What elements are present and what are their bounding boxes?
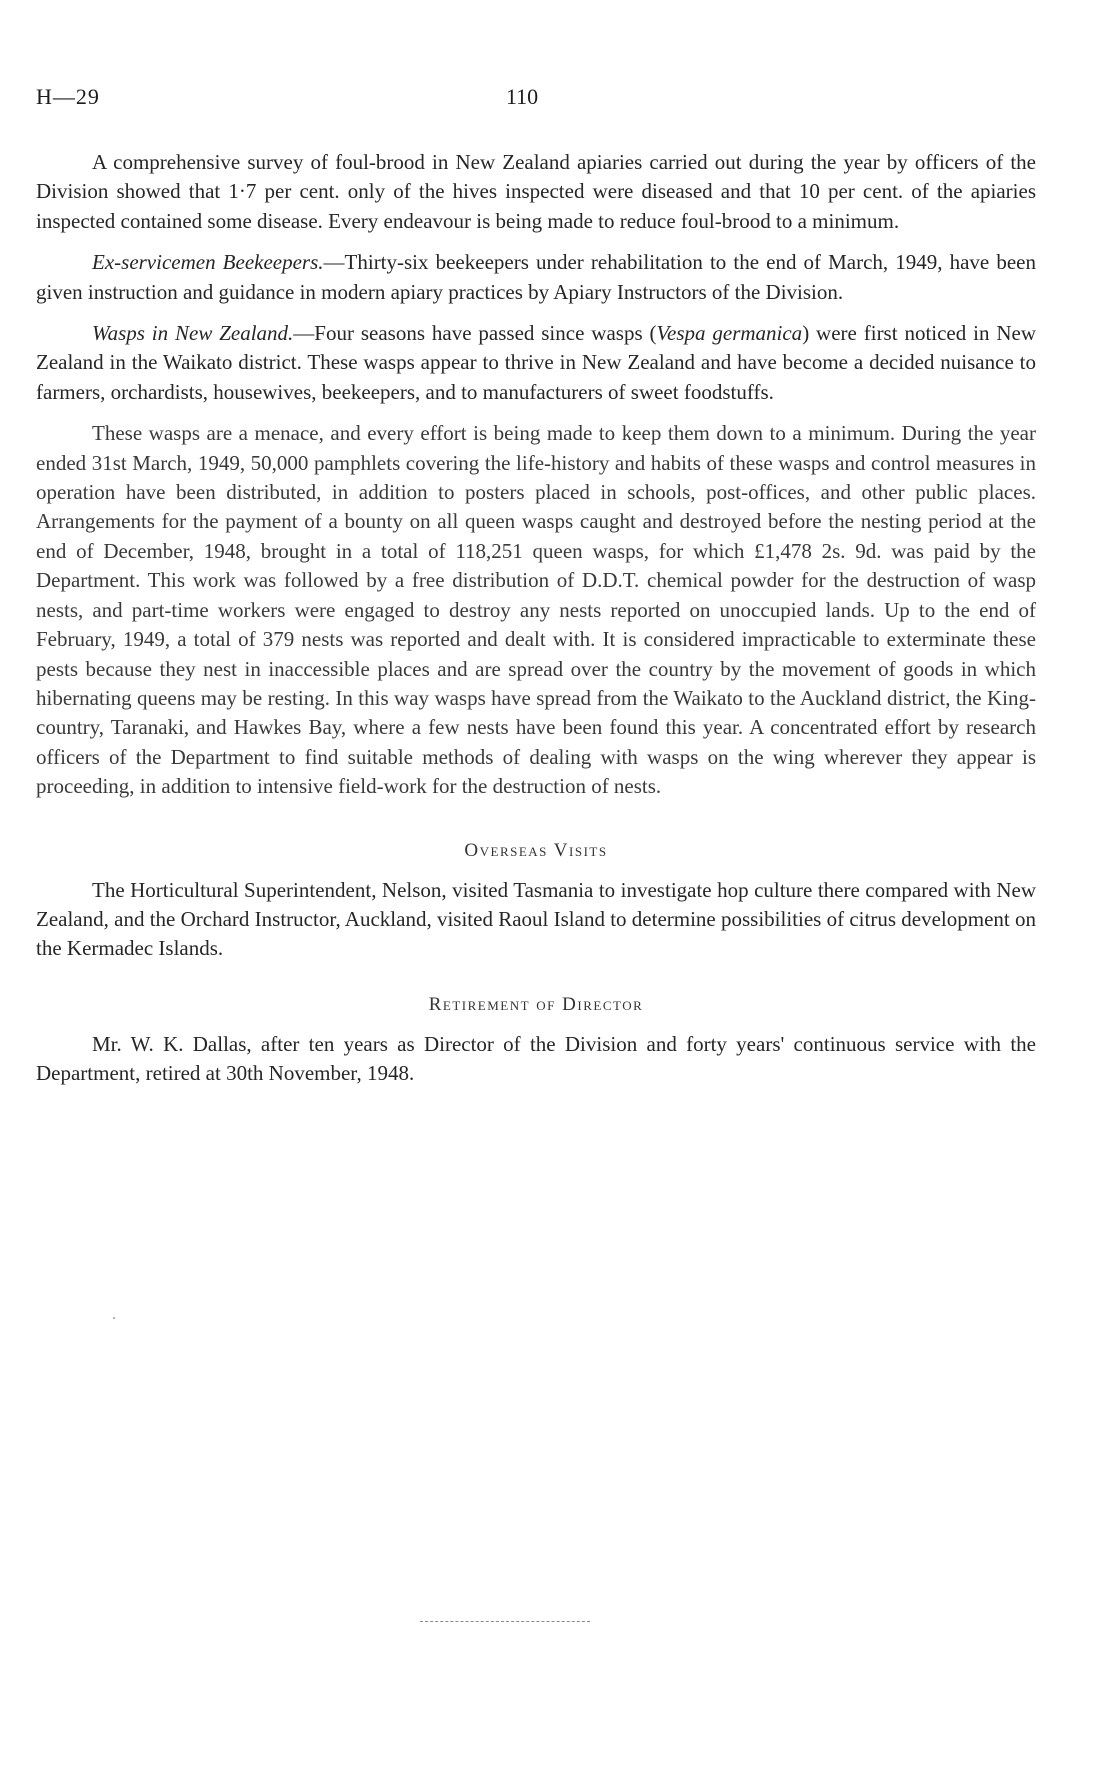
paragraph-overseas-visits: The Horticultural Superintendent, Nelson, visited Tasmania to investigate hop culture there compared with New Zealand, and the Orchard Instructor, Auckland, visited Raoul Island to determine possibilities of citrus development on the Kermadec Islands. [36, 877, 1036, 961]
paragraph-exservicemen-text: —Thirty-six beekeepers under rehabilitation to the end of March, 1949, have been given instruction and guidance in modern apiary practices by Apiary Instructors of the Division. [36, 250, 1036, 304]
species-name: Vespa germanica [656, 321, 803, 346]
paragraph-exservicemen [36, 248, 1036, 307]
section-heading-overseas-visits: Overseas Visits [464, 839, 608, 861]
page-reference: H—29 [36, 84, 100, 109]
end-rule [420, 1621, 590, 1622]
paragraph-retirement: Mr. W. K. Dallas, after ten years as Director of the Division and forty years' continuous service with the Department, retired at 30th November, 1948. [36, 1031, 1036, 1086]
section-heading-retirement: Retirement of Director [428, 993, 644, 1015]
paragraph-wasps-text-a: —Four seasons have passed since wasps ( [293, 321, 657, 346]
scan-speck [113, 1317, 115, 1319]
paragraph-wasps-text-b: ) were first noticed in New Zealand in the Waikato district. These wasps appear to thrive in New Zealand and have become a decided nuisance to farmers, orchardists, housewives, beekeepers, and to manufacturers of sweet foodstuffs. [36, 321, 1036, 404]
page-number: 110 [506, 84, 539, 109]
body-text [36, 148, 1036, 1101]
page-header [36, 84, 1036, 114]
paragraph-wasps-intro [36, 319, 1036, 407]
paragraph-wasps-menace: These wasps are a menace, and every effort is being made to keep them down to a minimum. During the year ended 31st March, 1949, 50,000 pamphlets covering the life-history and habits of these wasps and control measures in operation have been distributed, in addition to posters placed in schools, post-offices, and other public places. Arrangements for the payment of a bounty on all queen wasps caught and destroyed before the nesting period at the end of December, 1948, brought in a total of 118,251 queen wasps, for which £1,478 2s. 9d. was paid by the Department. This work was followed by a free distribution of D.D.T. chemical powder for the destruction of wasp nests, and part-time workers were engaged to destroy any nests reported on unoccupied lands. Up to the end of February, 1949, a total of 379 nests was reported and dealt with. It is considered impracticable to exterminate these pests because they nest in inaccessible places and are spread over the country by the movement of goods in which hibernating queens may be resting. In this way wasps have spread from the Waikato to the Auckland district, the King-country, Taranaki, and Hawkes Bay, where a few nests have been found this year. A concentrated effort by research officers of the Department to find suitable methods of dealing with wasps on the wing wherever they appear is proceeding, in addition to intensive field-work for the destruction of nests. [36, 421, 1036, 799]
side-heading-wasps: Wasps in New Zealand. [92, 321, 294, 346]
paragraph-foulbrood: A comprehensive survey of foul-brood in New Zealand apiaries carried out during the year by officers of the Division showed that 1·7 per cent. only of the hives inspected were diseased and that 10 per cent. of the apiaries inspected contained some disease. Every endeavour is being made to reduce foul-brood to a minimum. [36, 150, 1036, 233]
side-heading-exservicemen: Ex-servicemen Beekeepers. [92, 250, 324, 275]
